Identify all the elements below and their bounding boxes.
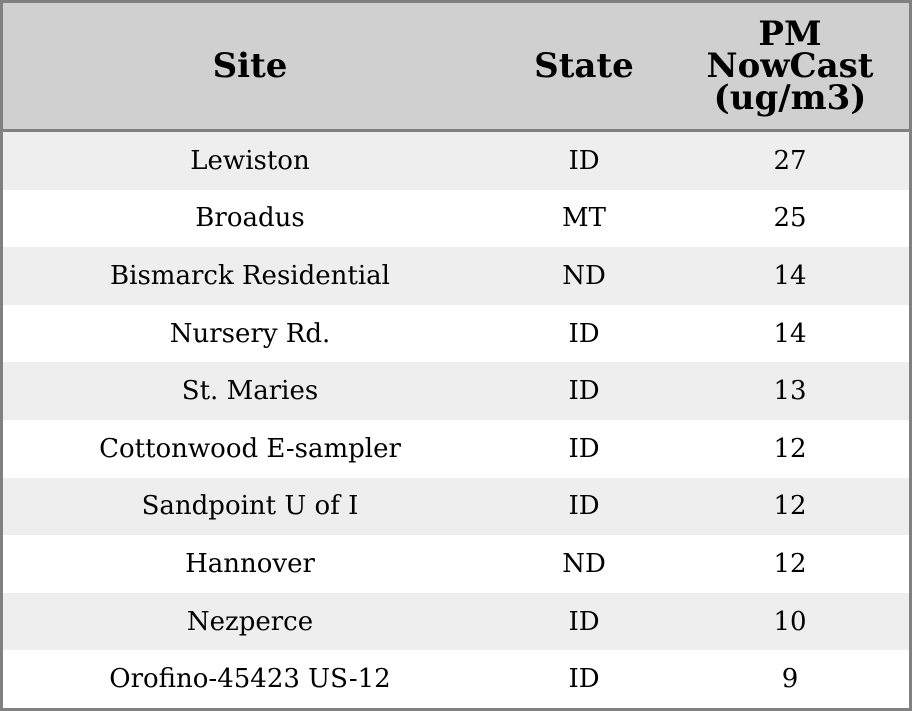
pm-value-cell: 9 [781,664,799,695]
site-cell: Bismarck Residential [110,260,390,291]
pm-value-cell: 27 [773,145,807,176]
table-row [3,305,909,363]
site-cell: Lewiston [190,145,310,176]
pm-value-cell: 12 [773,548,807,579]
header-site-line: Site [212,46,288,86]
table-row [3,535,909,593]
site-cell: St. Maries [181,376,319,407]
table-row [3,190,909,248]
pm-value-cell: 12 [773,491,807,522]
pm-value-cell: 25 [773,203,807,234]
pm-value-cell: 12 [773,433,807,464]
table-row [3,593,909,651]
header-pm-nowcast-line-3: (ug/m3) [713,78,867,118]
site-cell: Orofino-45423 US-12 [109,664,391,695]
pm-value-cell: 14 [773,318,807,349]
state-cell: ND [562,548,606,579]
header-state-line: State [534,46,634,86]
header-state [497,46,671,86]
site-cell: Sandpoint U of I [141,491,359,522]
pm-value-cell: 10 [773,606,807,637]
table-row [3,420,909,478]
table-body [3,132,909,708]
table-row [3,132,909,190]
site-cell: Nezperce [186,606,314,637]
table-row [3,362,909,420]
state-cell: ND [562,260,606,291]
state-cell: MT [562,203,606,234]
state-cell: ID [568,606,600,637]
site-cell: Broadus [195,203,305,234]
table-row [3,247,909,305]
state-cell: ID [568,664,600,695]
state-cell: ID [568,491,600,522]
header-pm-nowcast [671,14,909,118]
state-cell: ID [568,318,600,349]
table-row [3,478,909,536]
site-cell: Nursery Rd. [169,318,331,349]
state-cell: ID [568,376,600,407]
pm-value-cell: 13 [773,376,807,407]
header-site [3,46,497,86]
table-row [3,650,909,708]
pm-value-cell: 14 [773,260,807,291]
header-pm-nowcast-line-2: NowCast [706,46,874,86]
site-cell: Hannover [185,548,315,579]
table-header-row [3,3,909,132]
state-cell: ID [568,433,600,464]
header-pm-nowcast-line-1: PM [758,14,822,54]
state-cell: ID [568,145,600,176]
site-cell: Cottonwood E-sampler [99,433,401,464]
